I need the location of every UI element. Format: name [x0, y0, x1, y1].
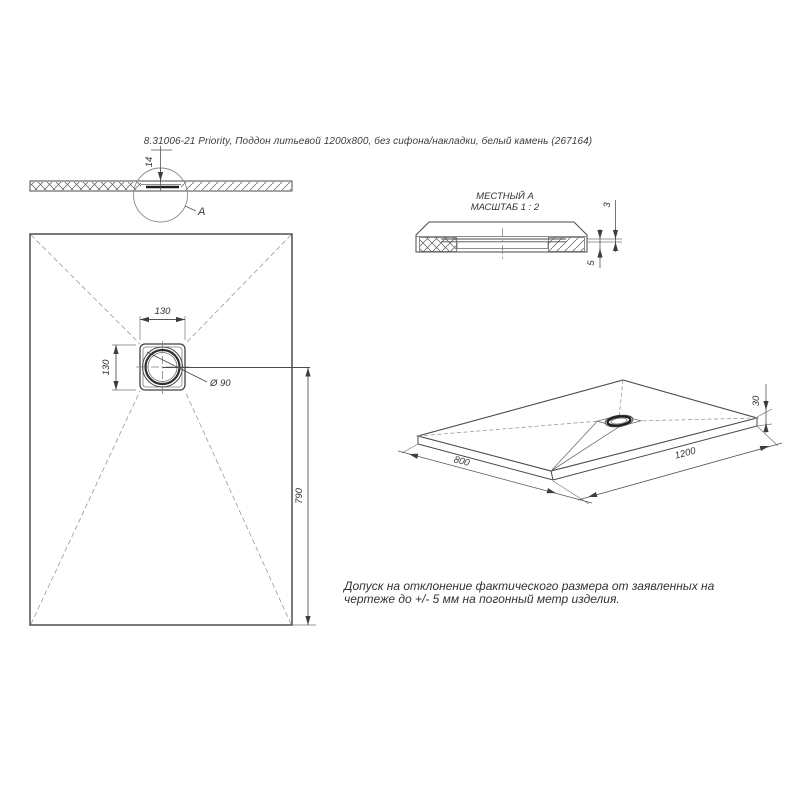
section-view — [30, 146, 292, 222]
drawing-title: 8.31006-21 Priority, Поддон литьевой 1200x800, без сифона/накладки, белый камень (267164) — [143, 136, 593, 147]
dim-30-label: 30 — [751, 395, 762, 407]
plan-outline — [30, 234, 292, 625]
detail-view-scale: МАСШТАБ 1 : 2 — [470, 202, 540, 213]
detail-callout-leader — [185, 206, 196, 211]
detail-hatch-left — [420, 238, 457, 252]
iso-view — [398, 380, 782, 504]
dim-30-ext — [757, 409, 772, 426]
dim-1200-ext — [757, 426, 778, 446]
dim-800-label: 800 — [452, 454, 471, 469]
detail-ext-lines — [587, 239, 622, 242]
detail-view-title: МЕСТНЫЙ А — [476, 191, 534, 202]
dim-5-label: 5 — [586, 260, 597, 266]
dim-790-label: 790 — [294, 488, 305, 504]
dim-3-label: 3 — [602, 202, 613, 208]
dim-dia90-label: Ø 90 — [210, 378, 231, 389]
tolerance-note — [344, 580, 774, 605]
dim-1200-label: 1200 — [673, 445, 697, 462]
plan-view — [30, 234, 316, 625]
detail-callout-label: A — [198, 206, 206, 218]
tolerance-note-line2: чертеже до +/- 5 мм на погонный метр изделия. — [344, 591, 620, 606]
section-hatch-left — [31, 182, 141, 190]
detail-hatch-right — [549, 238, 585, 252]
section-hatch-right — [181, 182, 291, 190]
detail-view-a — [416, 190, 622, 268]
dim-130v-label: 130 — [101, 359, 112, 376]
dim-14-label: 14 — [144, 156, 155, 168]
tolerance-note-line1: Допуск на отклонение фактического размера от заявленных на — [344, 579, 715, 593]
dim-130h-label: 130 — [154, 306, 171, 317]
